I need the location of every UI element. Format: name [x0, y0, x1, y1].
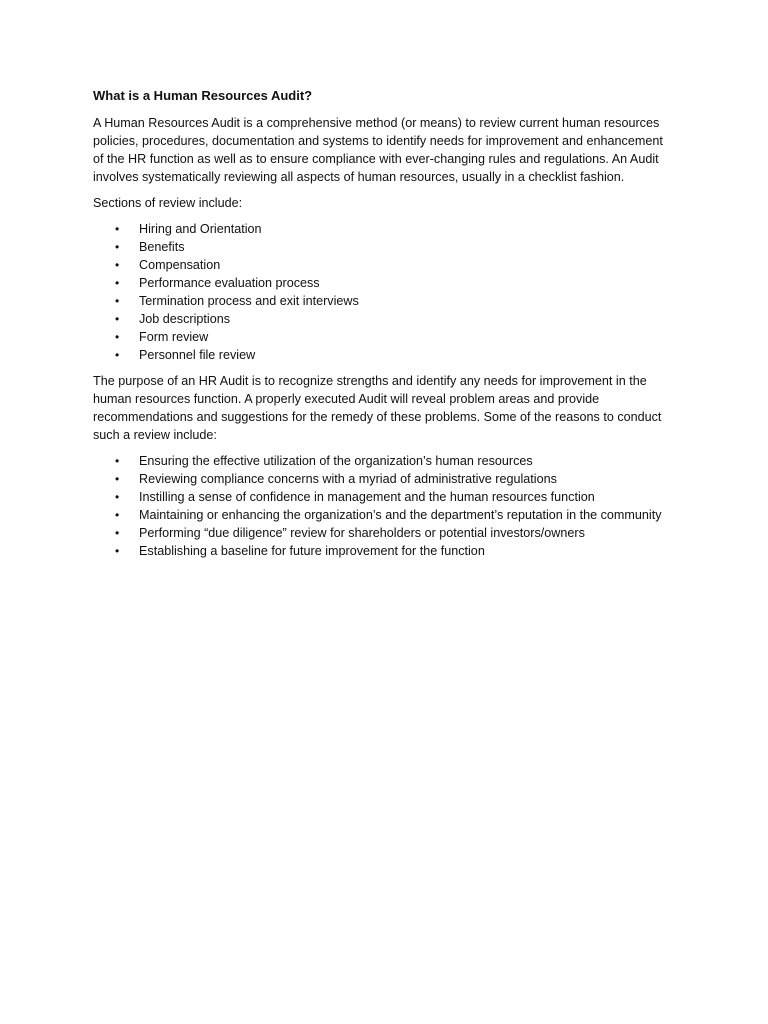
list-item-text: Reviewing compliance concerns with a myriad of administrative regulations [139, 472, 557, 486]
list-item-text: Maintaining or enhancing the organization’s and the department’s reputation in the community [139, 508, 662, 522]
bullet-icon: • [115, 544, 120, 558]
list-item [93, 256, 673, 274]
sections-list [93, 220, 673, 364]
list-item-text: Job descriptions [139, 312, 231, 326]
list-item [93, 470, 673, 488]
bullet-icon: • [115, 348, 120, 362]
bullet-icon: • [115, 240, 120, 254]
bullet-icon: • [115, 526, 120, 540]
document-title: What is a Human Resources Audit? [93, 88, 313, 103]
intro-paragraph: A Human Resources Audit is a comprehensive method (or means) to review current human resources policies, procedures, documentation and systems to identify needs for improvement and enhancement of the HR function as well as to ensure compliance with ever-changing rules and regulations. An Audit involves systematically reviewing all aspects of human resources, usually in a checklist fashion. [93, 116, 663, 184]
list-item-text: Hiring and Orientation [139, 222, 262, 236]
list-item [93, 488, 673, 506]
list-item-text: Instilling a sense of confidence in management and the human resources function [139, 490, 595, 504]
list-item [93, 238, 673, 256]
bullet-icon: • [115, 330, 120, 344]
list-item [93, 524, 673, 542]
list-item-text: Termination process and exit interviews [139, 294, 359, 308]
bullet-icon: • [115, 472, 120, 486]
bullet-icon: • [115, 222, 120, 236]
bullet-icon: • [115, 454, 120, 468]
bullet-icon: • [115, 490, 120, 504]
list-item [93, 452, 673, 470]
list-item-text: Compensation [139, 258, 221, 272]
list-item [93, 220, 673, 238]
list-item-text: Establishing a baseline for future improvement for the function [139, 544, 485, 558]
list-item-text: Performance evaluation process [139, 276, 320, 290]
list-item [93, 310, 673, 328]
list-item [93, 506, 673, 524]
list-item [93, 274, 673, 292]
bullet-icon: • [115, 258, 120, 272]
bullet-icon: • [115, 294, 120, 308]
list-item [93, 292, 673, 310]
document-body [93, 87, 673, 568]
list-item [93, 328, 673, 346]
list-item-text: Benefits [139, 240, 185, 254]
list-item-text: Performing “due diligence” review for shareholders or potential investors/owners [139, 526, 585, 540]
bullet-icon: • [115, 312, 120, 326]
purpose-paragraph: The purpose of an HR Audit is to recognize strengths and identify any needs for improvement in the human resources function. A properly executed Audit will reveal problem areas and provide recommendations and suggestions for the remedy of these problems. Some of the reasons to conduct such a review include: [93, 374, 662, 442]
bullet-icon: • [115, 276, 120, 290]
bullet-icon: • [115, 508, 120, 522]
list-item-text: Form review [139, 330, 209, 344]
sections-intro: Sections of review include: [93, 196, 243, 210]
list-item-text: Personnel file review [139, 348, 256, 362]
reasons-list [93, 452, 673, 560]
list-item [93, 542, 673, 560]
list-item-text: Ensuring the effective utilization of the organization’s human resources [139, 454, 533, 468]
list-item [93, 346, 673, 364]
